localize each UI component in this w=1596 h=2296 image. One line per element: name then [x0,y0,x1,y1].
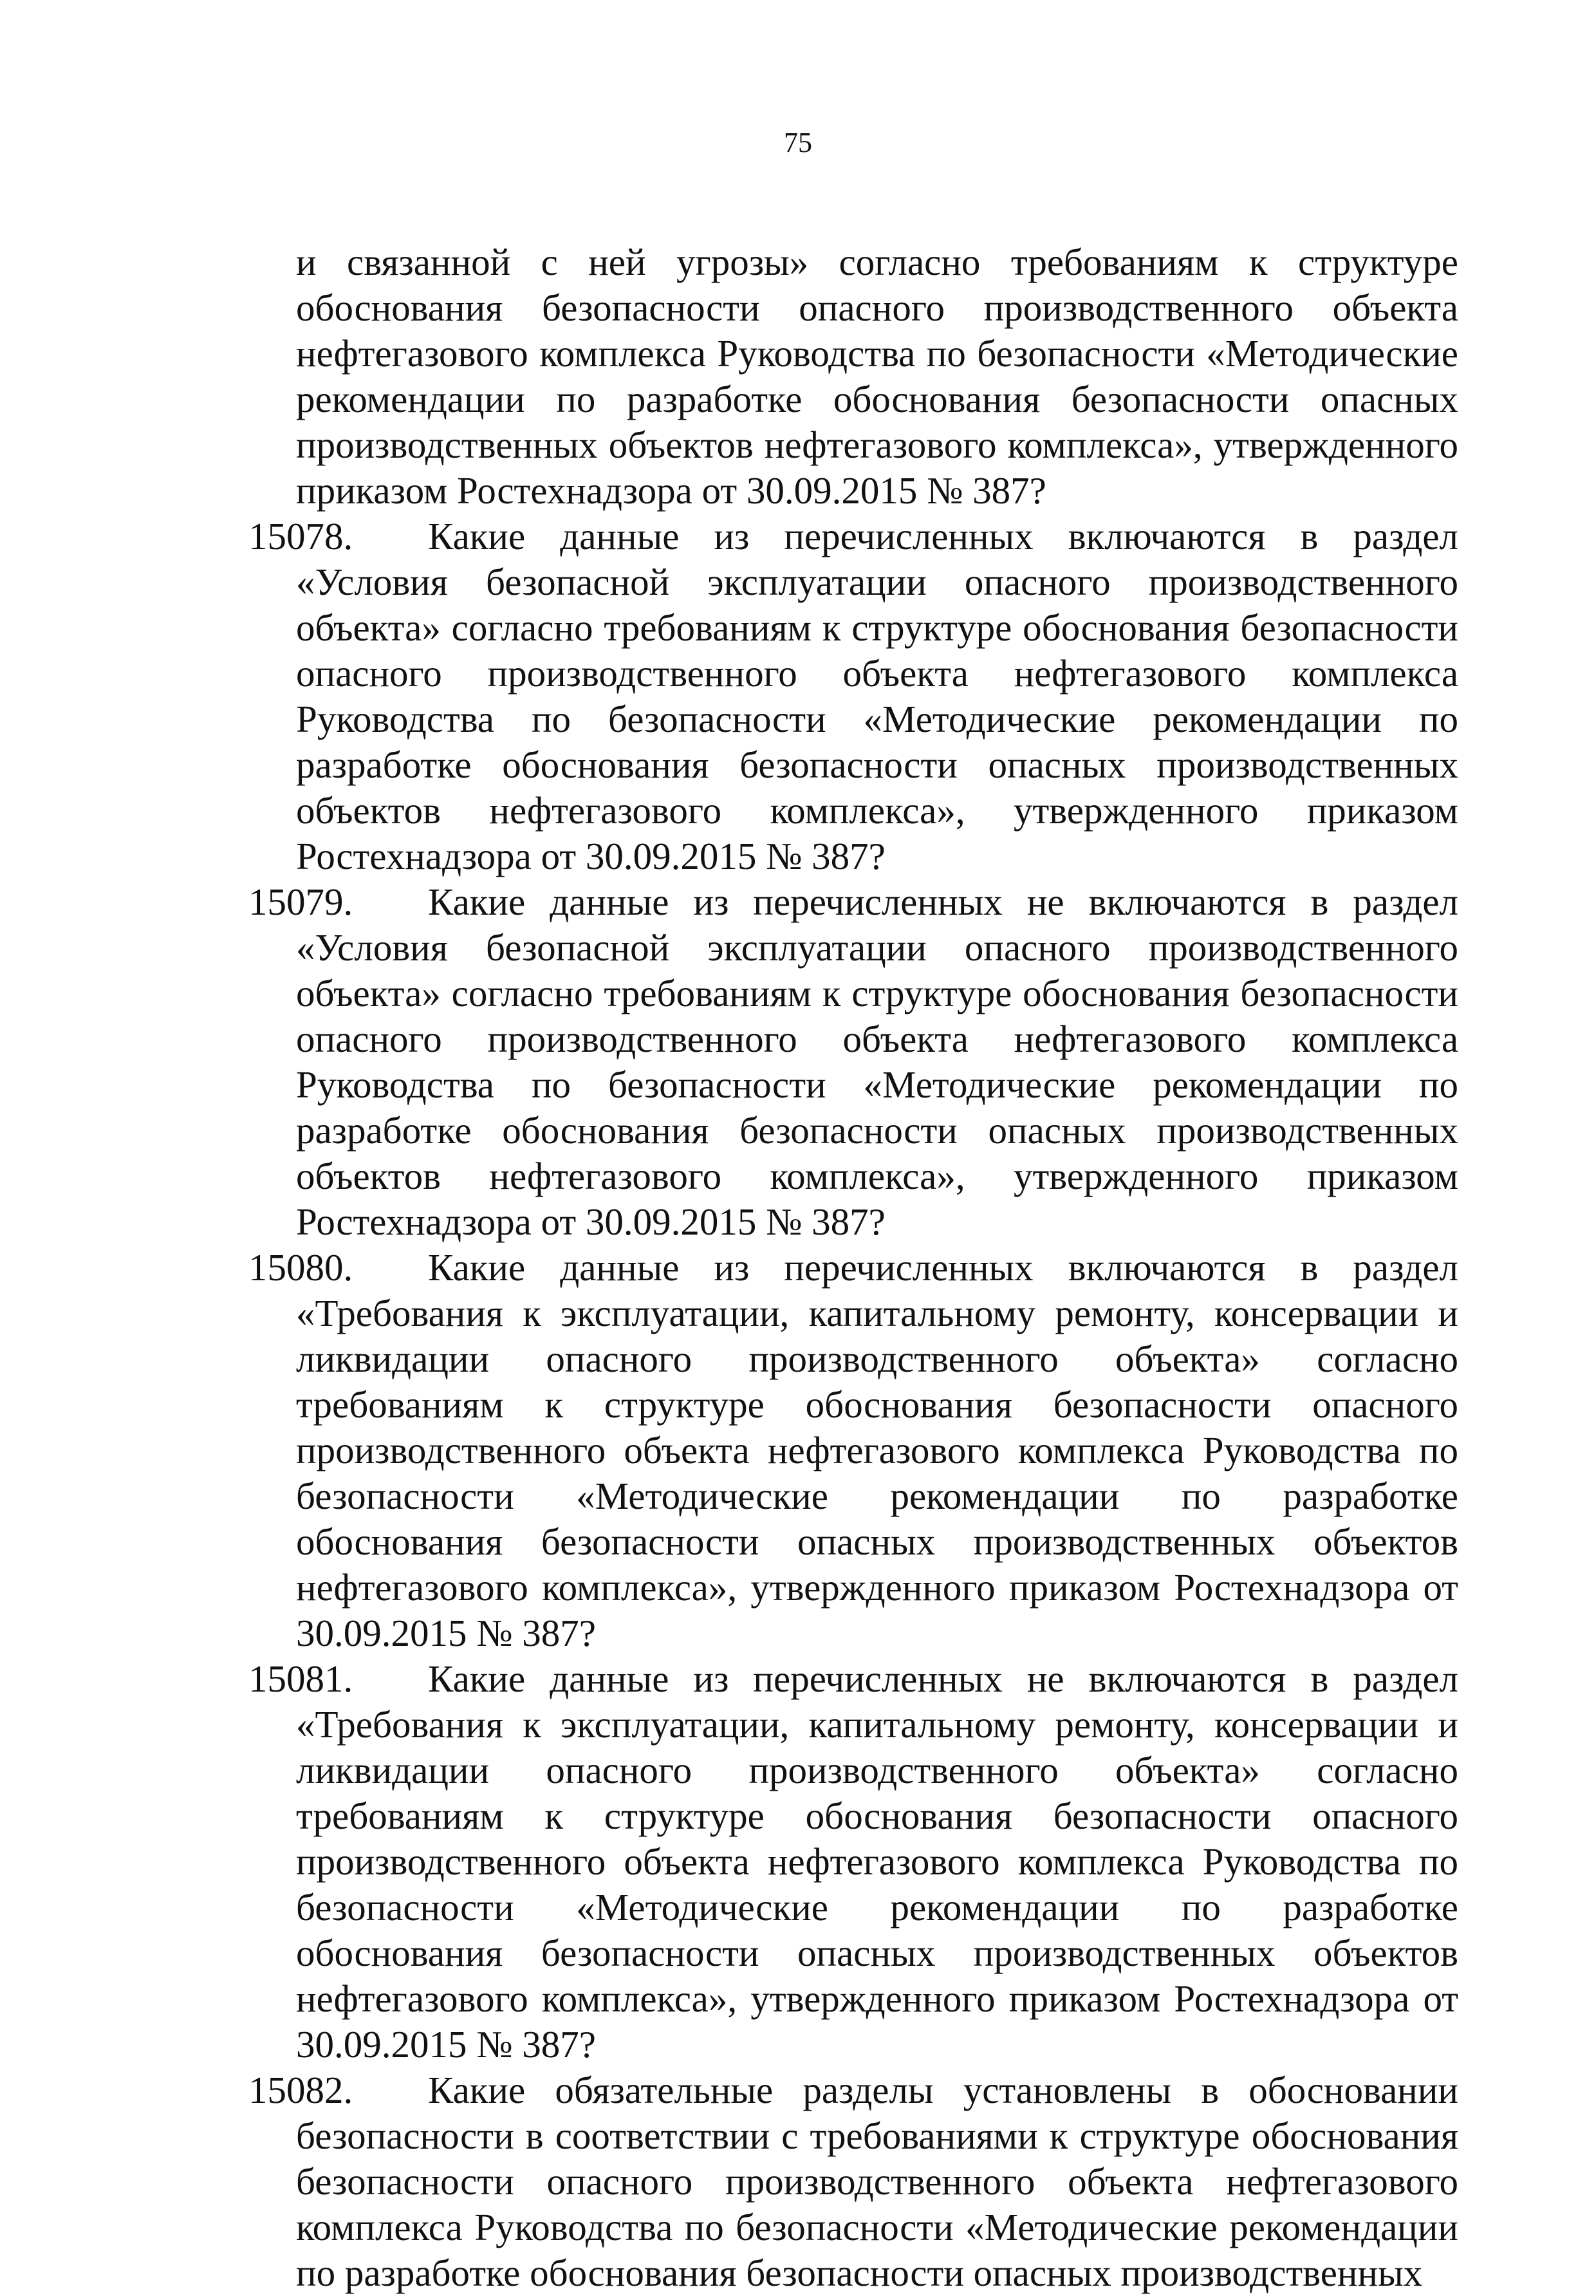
question-item [248,1245,1458,1656]
page-number: 75 [784,127,812,158]
question-number: 15082. [248,2069,353,2111]
question-number: 15080. [248,1246,353,1289]
question-text: Какие данные из перечисленных включаются в раздел «Требования к эксплуатации, капитальному ремонту, консервации и ликвидации опасного производственного объекта» согласно требованиям к структуре обоснования безопасности опасного производственного объекта нефтегазового комплекса Руководства по безопасности «Методические рекомендации по разработке обоснования безопасности опасных производственных объектов нефтегазового комплекса», утвержденного приказом Ростехнадзора от 30.09.2015 № 387? [296,1246,1458,1654]
question-item [248,514,1458,879]
question-text: Какие данные из перечисленных не включаются в раздел «Требования к эксплуатации, капитальному ремонту, консервации и ликвидации опасного производственного объекта» согласно требованиям к структуре обоснования безопасности опасного производственного объекта нефтегазового комплекса Руководства по безопасности «Методические рекомендации по разработке обоснования безопасности опасных производственных объектов нефтегазового комплекса», утвержденного приказом Ростехнадзора от 30.09.2015 № 387? [296,1657,1458,2066]
question-number: 15081. [248,1657,353,1700]
question-number: 15079. [248,881,353,923]
question-text: Какие данные из перечисленных включаются в раздел «Условия безопасной эксплуатации опасного производственного объекта» согласно требованиям к структуре обоснования безопасности опасного производственного объекта нефтегазового комплекса Руководства по безопасности «Методические рекомендации по разработке обоснования безопасности опасных производственных объектов нефтегазового комплекса», утвержденного приказом Ростехнадзора от 30.09.2015 № 387? [296,515,1458,877]
page-content [248,239,1458,2296]
question-number: 15078. [248,515,353,557]
question-item [248,1656,1458,2067]
question-text: Какие данные из перечисленных не включаются в раздел «Условия безопасной эксплуатации опасного производственного объекта» согласно требованиям к структуре обоснования безопасности опасного производственного объекта нефтегазового комплекса Руководства по безопасности «Методические рекомендации по разработке обоснования безопасности опасных производственных объектов нефтегазового комплекса», утвержденного приказом Ростехнадзора от 30.09.2015 № 387? [296,881,1458,1243]
question-item [248,2067,1458,2296]
question-text: Какие обязательные разделы установлены в обосновании безопасности в соответствии с требованиями к структуре обоснования безопасности опасного производственного объекта нефтегазового комплекса Руководства по безопасности «Методические рекомендации по разработке обоснования безопасности опасных производственных [296,2069,1458,2294]
intro-paragraph: и связанной с ней угрозы» согласно требованиям к структуре обоснования безопасности опасного производственного объекта нефтегазового комплекса Руководства по безопасности «Методические рекомендации по разработке обоснования безопасности опасных производственных объектов нефтегазового комплекса», утвержденного приказом Ростехнадзора от 30.09.2015 № 387? [296,241,1458,512]
question-item [248,879,1458,1245]
